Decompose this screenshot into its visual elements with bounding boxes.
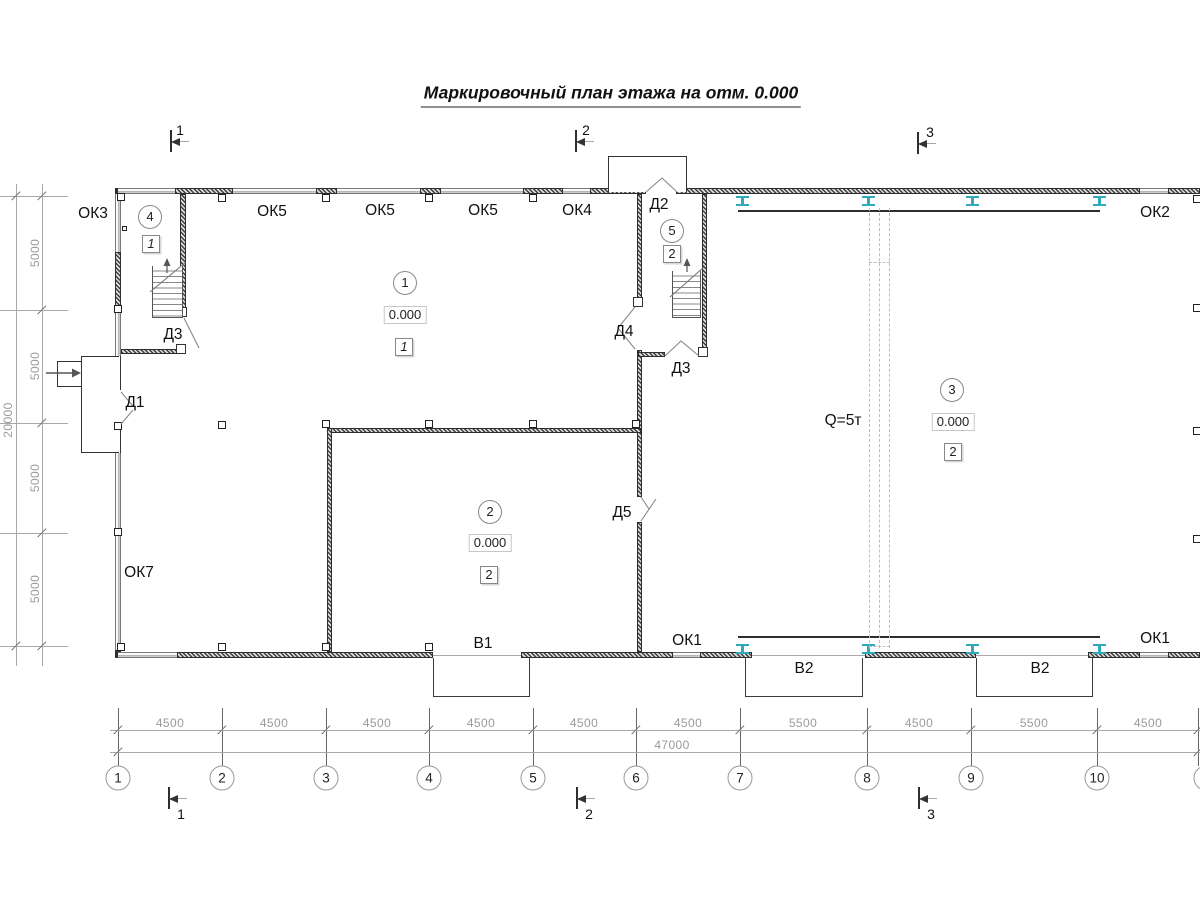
section-arrow-head-icon (919, 795, 928, 803)
floor-type-mark: 2 (663, 245, 681, 263)
gate-label: В2 (794, 660, 814, 677)
elevation-mark: 0.000 (932, 413, 975, 431)
grid-axis-bubble: 9 (959, 766, 984, 791)
dim-label: 5500 (1019, 716, 1049, 730)
stair-arrow-head-icon (164, 258, 171, 266)
drawing-title: Маркировочный план этажа на отм. 0.000 (421, 83, 801, 108)
window-label: ОК7 (124, 564, 154, 581)
dim-label: 5000 (28, 463, 42, 493)
room-number-bubble: 4 (138, 205, 162, 229)
window-label: ОК4 (562, 202, 592, 219)
window-label: ОК1 (1140, 630, 1170, 647)
door-swing (646, 178, 677, 192)
section-mark-label: 1 (177, 806, 185, 822)
door-label: Д1 (125, 394, 145, 411)
section-mark-label: 1 (176, 122, 184, 138)
section-mark-label: 2 (585, 806, 593, 822)
window-label: ОК5 (257, 203, 287, 220)
floor-type-mark: 2 (944, 443, 962, 461)
door-swing (665, 341, 699, 356)
grid-axis-bubble: 1 (106, 766, 131, 791)
window-label: ОК5 (365, 202, 395, 219)
grid-axis-bubble: 8 (855, 766, 880, 791)
dim-total-label: 20000 (1, 402, 15, 438)
section-arrow-head-icon (171, 138, 180, 146)
grid-axis-bubble: 4 (417, 766, 442, 791)
grid-axis-bubble: 3 (314, 766, 339, 791)
dim-label: 5000 (28, 238, 42, 268)
grid-axis-bubble: 2 (210, 766, 235, 791)
room-number-bubble: 1 (393, 271, 417, 295)
section-mark-label: 2 (582, 122, 590, 138)
grid-axis-bubble: 5 (521, 766, 546, 791)
grid-axis-bubble: 10 (1085, 766, 1110, 791)
section-arrow-head-icon (169, 795, 178, 803)
section-mark-label: 3 (926, 124, 934, 140)
section-arrow-head-icon (918, 140, 927, 148)
stair-break-line (150, 262, 186, 292)
door-label: Д3 (163, 326, 183, 343)
crane-capacity-label: Q=5т (824, 412, 862, 429)
dim-total-label: 47000 (654, 738, 690, 752)
section-arrow-head-icon (577, 795, 586, 803)
window-label: ОК3 (78, 205, 108, 222)
dim-label: 4500 (1133, 716, 1163, 730)
dim-label: 5000 (28, 351, 42, 381)
room-number-bubble: 3 (940, 378, 964, 402)
dim-label: 4500 (569, 716, 599, 730)
door-label: Д4 (614, 323, 634, 340)
floor-type-mark: 2 (480, 566, 498, 584)
dim-label: 4500 (466, 716, 496, 730)
dim-label: 4500 (259, 716, 289, 730)
dim-label: 4500 (155, 716, 185, 730)
grid-axis-bubble: 7 (728, 766, 753, 791)
dim-label: 5000 (28, 574, 42, 604)
dim-label: 5500 (788, 716, 818, 730)
dim-label: 4500 (362, 716, 392, 730)
grid-axis-bubble: 6 (624, 766, 649, 791)
door-label: Д2 (649, 196, 669, 213)
section-arrow-head-icon (576, 138, 585, 146)
floor-type-mark: 1 (395, 338, 413, 356)
floor-type-mark: 1 (142, 235, 160, 253)
door-label: Д5 (612, 504, 632, 521)
window-label: ОК1 (672, 632, 702, 649)
window-label: ОК5 (468, 202, 498, 219)
room-number-bubble: 5 (660, 219, 684, 243)
elevation-mark: 0.000 (384, 306, 427, 324)
entrance-arrow-head-icon (72, 369, 81, 378)
door-swing (641, 497, 656, 521)
room-number-bubble: 2 (478, 500, 502, 524)
door-swing (184, 318, 199, 348)
section-mark-label: 3 (927, 806, 935, 822)
door-label: Д3 (671, 360, 691, 377)
dim-label: 4500 (904, 716, 934, 730)
window-label: ОК2 (1140, 204, 1170, 221)
elevation-mark: 0.000 (469, 534, 512, 552)
gate-label: В2 (1030, 660, 1050, 677)
stair-arrow-head-icon (684, 258, 691, 266)
dim-label: 4500 (673, 716, 703, 730)
gate-label: В1 (473, 635, 493, 652)
